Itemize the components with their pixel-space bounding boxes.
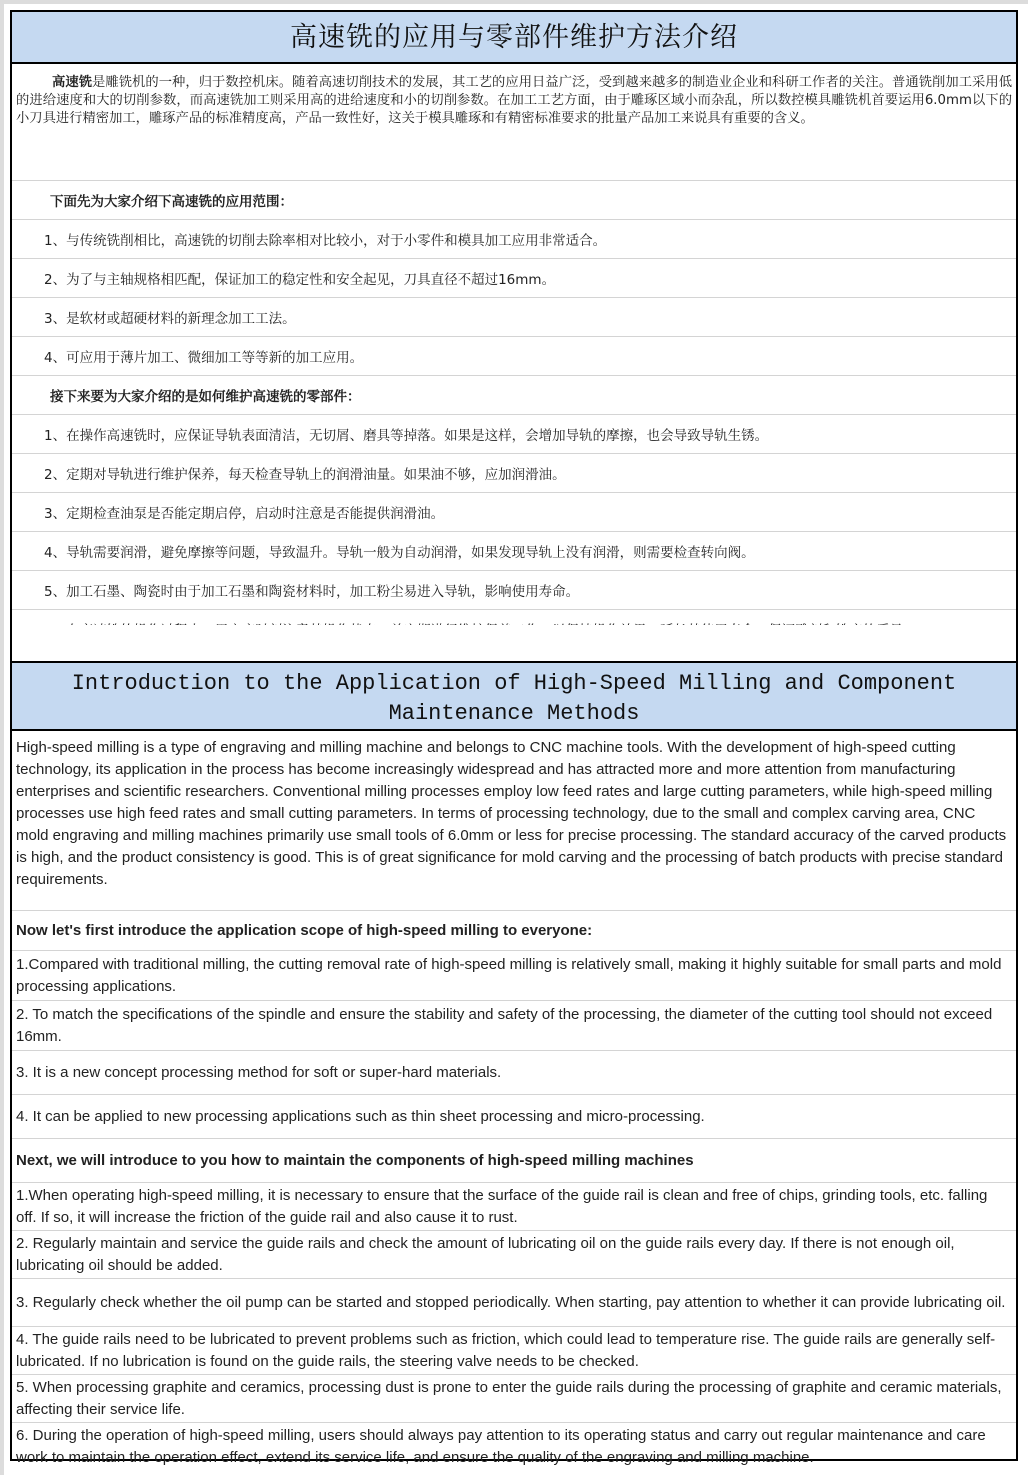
chinese-intro-text: 是雕铣机的一种，归于数控机床。随着高速切削技术的发展，其工艺的应用日益广泛，受到越来越多的制造业企业和科研工作者的关注。普通铣削加工采用低的进给速度和大的切削参数，而高速铣加工则采用高的进给速度和小的切削参数。在加工工艺方面，由于雕琢区域小而杂乱，所以数控模具雕铣机首要运用6.0mm以下的小刀具进行精密加工，雕琢产品的标准精度高，产品一致性好，这关于模具雕琢和有精密标准要求的批量产品加工来说具有重要的含义。 [16,75,1013,126]
chinese-application-item: 2、为了与主轴规格相匹配，保证加工的稳定性和安全起见，刀具直径不超过16mm。 [12,259,1016,298]
english-intro-paragraph: High-speed milling is a type of engraving and milling machine and belongs to CNC machine tools. With the development of high-speed cutting technology, its application in the process has become increasingly widespread and has attracted more and more attention from manufacturing enterprises and scientific researchers. Conventional milling processes employ low feed rates and large cutting parameters, while high-speed milling processes use high feed rates and small cutting parameters. In terms of processing technology, due to the small and complex carving area, CNC mold engraving and milling machines primarily use small tools of 6.0mm or less for precise processing. The standard accuracy of the carved products is high, and the product consistency is good. This is of great significance for mold carving and the processing of batch products with precise standard requirements. [12,731,1016,911]
english-maintenance-item: 4. The guide rails need to be lubricated to prevent problems such as friction, which could lead to temperature rise. The guide rails are generally self-lubricated. If no lubrication is found on the guide rails, the steering valve needs to be checked. [12,1327,1016,1375]
english-section-table [10,661,1018,1466]
chinese-intro-bold-term: 高速铣 [52,75,93,90]
chinese-application-item: 1、与传统铣削相比，高速铣的切削去除率相对比较小，对于小零件和模具加工应用非常适合。 [12,220,1016,259]
english-application-item: 3. It is a new concept processing method for soft or super-hard materials. [12,1051,1016,1095]
empty-spacer-row [10,625,1018,663]
chinese-application-heading: 下面先为大家介绍下高速铣的应用范围： [12,181,1016,220]
english-maintenance-item: 3. Regularly check whether the oil pump can be started and stopped periodically. When starting, pay attention to whether it can provide lubricating oil. [12,1279,1016,1327]
english-maintenance-item: 1.When operating high-speed milling, it is necessary to ensure that the surface of the guide rail is clean and free of chips, grinding tools, etc. falling off. If so, it will increase the friction of the guide rail and also cause it to rust. [12,1183,1016,1231]
chinese-application-item: 3、是软材或超硬材料的新理念加工工法。 [12,298,1016,337]
english-maintenance-item: 2. Regularly maintain and service the guide rails and check the amount of lubricating oil on the guide rails every day. If there is not enough oil, lubricating oil should be added. [12,1231,1016,1279]
chinese-maintenance-item: 3、定期检查油泵是否能定期启停，启动时注意是否能提供润滑油。 [12,493,1016,532]
english-application-item: 4. It can be applied to new processing applications such as thin sheet processing and micro-processing. [12,1095,1016,1139]
english-maintenance-item: 6. During the operation of high-speed milling, users should always pay attention to its operating status and carry out regular maintenance and care work to maintain the operation effect, extend its service life, and ensure the quality of the engraving and milling machine. [16,1427,986,1466]
chinese-application-item: 4、可应用于薄片加工、微细加工等等新的加工应用。 [12,337,1016,376]
chinese-maintenance-item: 1、在操作高速铣时，应保证导轨表面清洁，无切屑、磨具等掉落。如果是这样，会增加导轨的摩擦，也会导致导轨生锈。 [12,415,1016,454]
chinese-maintenance-item: 2、定期对导轨进行维护保养，每天检查导轨上的润滑油量。如果油不够，应加润滑油。 [12,454,1016,493]
english-maintenance-heading: Next, we will introduce to you how to maintain the components of high-speed milling machines [12,1139,1016,1183]
chinese-title: 高速铣的应用与零部件维护方法介绍 [12,12,1016,64]
chinese-section-table [10,10,1018,627]
english-application-item: 1.Compared with traditional milling, the cutting removal rate of high-speed milling is relatively small, making it highly suitable for small parts and mold processing applications. [12,951,1016,1001]
chinese-intro-paragraph [12,64,1016,181]
english-application-heading: Now let's first introduce the application scope of high-speed milling to everyone: [12,911,1016,951]
chinese-maintenance-item: 5、加工石墨、陶瓷时由于加工石墨和陶瓷材料时，加工粉尘易进入导轨，影响使用寿命。 [12,571,1016,610]
english-application-item: 2. To match the specifications of the spindle and ensure the stability and safety of the processing, the diameter of the cutting tool should not exceed 16mm. [12,1001,1016,1051]
english-maintenance-item: 5. When processing graphite and ceramics, processing dust is prone to enter the guide rails during the processing of graphite and ceramic materials, affecting their service life. [12,1375,1016,1423]
chinese-maintenance-heading: 接下来要为大家介绍的是如何维护高速铣的零部件： [12,376,1016,415]
english-title: Introduction to the Application of High-Speed Milling and Component Maintenance Methods [12,663,1016,731]
chinese-maintenance-item: 4、导轨需要润滑，避免摩擦等问题，导致温升。导轨一般为自动润滑，如果发现导轨上没有润滑，则需要检查转向阀。 [12,532,1016,571]
